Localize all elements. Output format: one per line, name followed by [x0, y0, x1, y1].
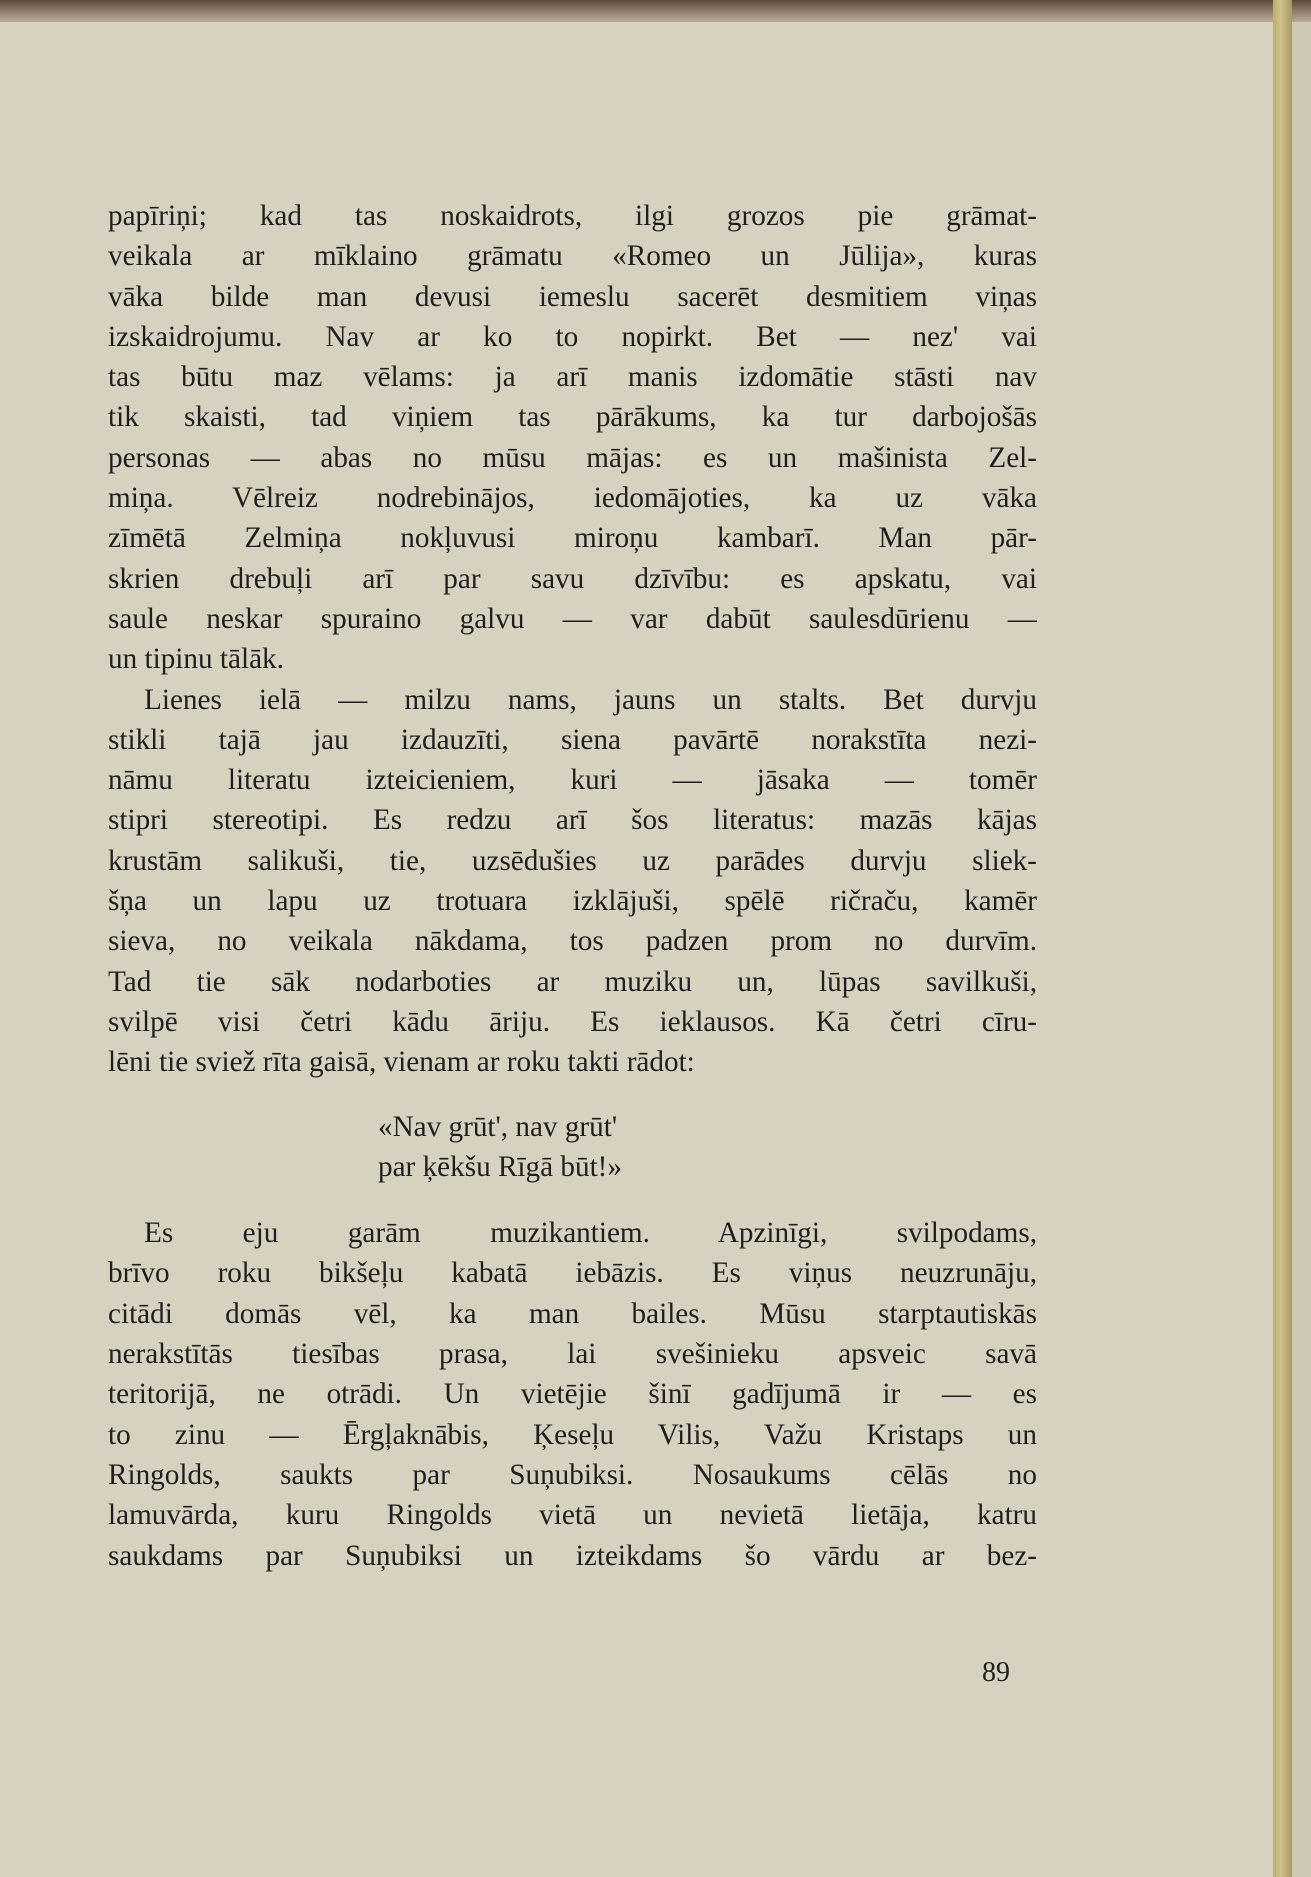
text-line: stikli tajā jau izdauzīti, siena pavārtē norakstīta nezi- [108, 723, 1037, 756]
text-line: teritorijā, ne otrādi. Un vietējie šinī gadījumā ir — es [108, 1378, 1037, 1411]
text-line: to zinu — Ērgļaknābis, Ķeseļu Vilis, Važu Kristaps un [108, 1418, 1037, 1451]
text-line: citādi domās vēl, ka man bailes. Mūsu starptautiskās [108, 1297, 1037, 1330]
text-line: papīriņi; kad tas noskaidrots, ilgi grozos pie grāmat- [108, 200, 1037, 232]
text-line: izskaidrojumu. Nav ar ko to nopirkt. Bet — nez' vai [108, 320, 1037, 353]
page-top-edge [0, 0, 1311, 22]
verse-line: par ķēkšu Rīgā būt!» [378, 1150, 622, 1183]
paragraph-1 [108, 196, 1037, 680]
page-right-edge [1273, 0, 1292, 1877]
verse-quote [378, 1107, 1037, 1188]
text-line: vāka bilde man devusi iemeslu sacerēt desmitiem viņas [108, 280, 1037, 313]
text-line: šņa un lapu uz trotuara izklājuši, spēlē ričraču, kamēr [108, 885, 1037, 918]
text-line: svilpē visi četri kādu āriju. Es ieklausos. Kā četri cīru- [108, 1005, 1037, 1038]
text-line: brīvo roku bikšeļu kabatā iebāzis. Es viņus neuzrunāju, [108, 1257, 1037, 1290]
text-line: tas būtu maz vēlams: ja arī manis izdomātie stāsti nav [108, 361, 1037, 394]
verse-line: «Nav grūt', nav grūt' [378, 1110, 618, 1143]
text-line: stipri stereotipi. Es redzu arī šos literatus: mazās kājas [108, 804, 1037, 837]
paragraph-3 [108, 1213, 1037, 1576]
paragraph-2 [108, 680, 1037, 1083]
page-number: 89 [982, 1657, 1010, 1688]
text-line: tik skaisti, tad viņiem tas pārākums, ka tur darbojošās [108, 401, 1037, 434]
text-line: lamuvārda, kuru Ringolds vietā un nevietā lietāja, katru [108, 1499, 1037, 1532]
text-line: lēni tie sviež rīta gaisā, vienam ar roku takti rādot: [108, 1046, 695, 1079]
text-line: un tipinu tālāk. [108, 643, 284, 676]
body-text [108, 196, 1037, 1576]
text-line: Ringolds, saukts par Suņubiksi. Nosaukums cēlās no [108, 1458, 1037, 1491]
text-line: personas — abas no mūsu mājas: es un mašinista Zel- [108, 441, 1037, 474]
text-line: saule neskar spuraino galvu — var dabūt saulesdūrienu — [108, 602, 1037, 635]
text-line: nāmu literatu izteicieniem, kuri — jāsaka — tomēr [108, 764, 1037, 797]
text-line: saukdams par Suņubiksi un izteikdams šo vārdu ar bez- [108, 1539, 1037, 1572]
text-line: Tad tie sāk nodarboties ar muziku un, lūpas savilkuši, [108, 965, 1037, 998]
text-line: zīmētā Zelmiņa nokļuvusi miroņu kambarī. Man pār- [108, 522, 1037, 555]
text-line: Es eju garām muzikantiem. Apzinīgi, svilpodams, [144, 1217, 1037, 1250]
text-line: krustām salikuši, tie, uzsēdušies uz parādes durvju sliek- [108, 844, 1037, 877]
text-line: sieva, no veikala nākdama, tos padzen prom no durvīm. [108, 925, 1037, 958]
text-line: veikala ar mīklaino grāmatu «Romeo un Jūlija», kuras [108, 240, 1037, 273]
text-line: skrien drebuļi arī par savu dzīvību: es apskatu, vai [108, 562, 1037, 595]
text-line: Lienes ielā — milzu nams, jauns un stalts. Bet durvju [144, 683, 1037, 716]
text-line: nerakstītās tiesības prasa, lai svešinieku apsveic savā [108, 1338, 1037, 1371]
text-line: miņa. Vēlreiz nodrebinājos, iedomājoties, ka uz vāka [108, 482, 1037, 515]
